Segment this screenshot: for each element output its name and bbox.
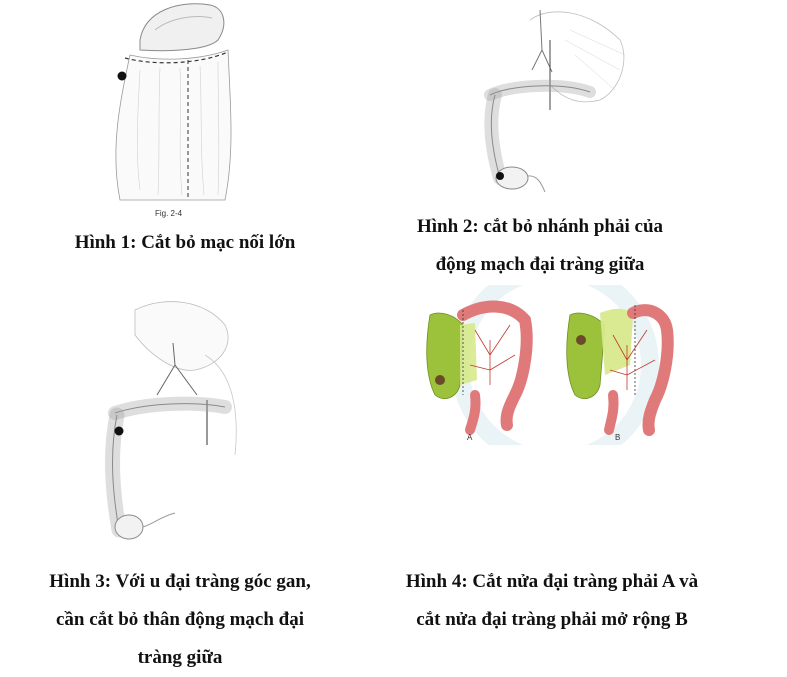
figure-1-caption — [20, 224, 350, 262]
caption-line: cắt nửa đại tràng phải mở rộng B — [416, 609, 688, 630]
figure-3-colon-illustration — [95, 295, 255, 560]
figure-2-caption — [370, 208, 710, 284]
caption-line: Hình 2: cắt bỏ nhánh phải của — [416, 216, 664, 237]
tumor-marker — [115, 427, 124, 436]
caption-line: Hình 1: Cắt bỏ mạc nối lớn — [74, 232, 296, 253]
caption-line: động mạch đại tràng giữa — [435, 254, 645, 275]
figure-4-hemicolectomy-illustration — [415, 285, 695, 445]
plate-label: Fig. 2-4 — [155, 209, 183, 218]
caption-line: Hình 3: Với u đại tràng góc gan, — [49, 571, 311, 592]
tumor-marker — [118, 72, 127, 81]
panel-label-b: B — [615, 433, 621, 442]
tumor-marker — [496, 172, 504, 180]
caption-line: tràng giữa — [137, 647, 223, 668]
panel-label-a: A — [467, 433, 473, 442]
figure-2-colon-illustration — [470, 0, 640, 200]
caption-line: Hình 4: Cắt nửa đại tràng phải A và — [405, 571, 699, 592]
figure-4-caption — [362, 563, 742, 639]
figure-3-caption — [10, 563, 350, 677]
caption-line: cần cắt bỏ thân động mạch đại — [55, 609, 305, 630]
figure-1-omentectomy-illustration — [100, 0, 250, 222]
